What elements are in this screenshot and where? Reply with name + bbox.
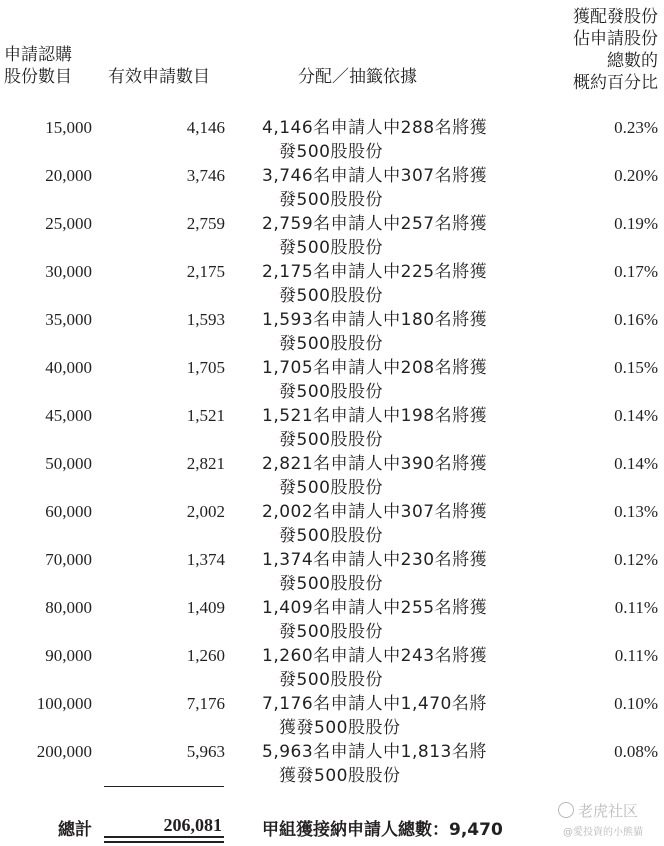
header-shares-line1: 申請認購: [4, 45, 72, 65]
table-row: [0, 260, 664, 308]
cell-shares: 90,000: [45, 646, 92, 665]
cell-shares: 80,000: [45, 598, 92, 617]
cell-basis-line1: 7,176名申請人中1,470名將: [262, 694, 487, 714]
cell-shares: 45,000: [45, 406, 92, 425]
cell-basis-line1: 1,705名申請人中208名將獲: [262, 358, 488, 378]
cell-basis: [262, 164, 512, 212]
cell-basis: [262, 260, 512, 308]
header-pct-line3: 總數的: [607, 51, 658, 71]
cell-pct: 0.14%: [614, 454, 658, 473]
table-row: [0, 308, 664, 356]
cell-basis: [262, 692, 512, 740]
watermark-logo: [558, 800, 638, 821]
cell-basis-line2: 獲發500股股份: [279, 718, 401, 738]
header-basis: 分配／抽籤依據: [298, 67, 417, 87]
table-row: [0, 404, 664, 452]
table-row: [0, 548, 664, 596]
cell-basis-line1: 4,146名申請人中288名將獲: [262, 118, 488, 138]
cell-pct: 0.10%: [614, 694, 658, 713]
table-row: [0, 500, 664, 548]
table-row: [0, 164, 664, 212]
cell-basis: [262, 500, 512, 548]
table-row: [0, 212, 664, 260]
cell-basis: [262, 596, 512, 644]
cell-basis-line1: 2,175名申請人中225名將獲: [262, 262, 488, 282]
cell-pct: 0.11%: [614, 646, 658, 665]
cell-pct: 0.23%: [614, 118, 658, 137]
cell-pct: 0.20%: [614, 166, 658, 185]
cell-basis: [262, 212, 512, 260]
total-label: 總計: [58, 820, 92, 840]
cell-basis-line1: 1,593名申請人中180名將獲: [262, 310, 488, 330]
cell-basis-line2: 發500股股份: [279, 238, 383, 258]
cell-basis: [262, 740, 512, 788]
cell-basis-line2: 發500股股份: [279, 190, 383, 210]
header-pct-line4: 概約百分比: [573, 73, 658, 93]
header-pct-line1: 獲配發股份: [573, 7, 658, 27]
cell-basis-line2: 發500股股份: [279, 670, 383, 690]
cell-valid: 1,409: [186, 598, 225, 617]
cell-basis: [262, 548, 512, 596]
header-pct-line2: 佔申請股份: [573, 29, 658, 49]
cell-basis-line1: 2,002名申請人中307名將獲: [262, 502, 488, 522]
cell-basis: [262, 404, 512, 452]
cell-basis-line2: 發500股股份: [279, 382, 383, 402]
cell-pct: 0.17%: [614, 262, 658, 281]
cell-basis-line1: 3,746名申請人中307名將獲: [262, 166, 488, 186]
total-double-rule-top: [104, 836, 224, 838]
cell-pct: 0.08%: [614, 742, 658, 761]
cell-basis-line2: 發500股股份: [279, 478, 383, 498]
header-shares: [4, 44, 72, 88]
cell-pct: 0.19%: [614, 214, 658, 233]
cell-basis: [262, 644, 512, 692]
table-row: [0, 644, 664, 692]
cell-basis-line1: 1,409名申請人中255名將獲: [262, 598, 488, 618]
cell-valid: 1,705: [186, 358, 225, 377]
total-double-rule-bottom: [104, 841, 224, 843]
watermark-brand: 老虎社区: [578, 802, 639, 820]
header-shares-line2: 股份數目: [4, 67, 72, 87]
cell-valid: 1,593: [186, 310, 225, 329]
cell-pct: 0.15%: [614, 358, 658, 377]
cell-shares: 70,000: [45, 550, 92, 569]
cell-shares: 40,000: [45, 358, 92, 377]
header-valid: 有效申請數目: [108, 67, 210, 87]
total-value: 206,081: [163, 815, 222, 835]
cell-basis-line2: 發500股股份: [279, 142, 383, 162]
watermark-handle: @愛投資的小熊貓: [563, 827, 643, 838]
table-row: [0, 356, 664, 404]
tiger-icon: [558, 802, 574, 818]
cell-basis-line1: 2,821名申請人中390名將獲: [262, 454, 488, 474]
cell-shares: 30,000: [45, 262, 92, 281]
cell-shares: 50,000: [45, 454, 92, 473]
total-note: 甲組獲接納申請人總數：9,470: [262, 820, 503, 840]
cell-pct: 0.12%: [614, 550, 658, 569]
cell-valid: 2,002: [186, 502, 225, 521]
cell-valid: 1,374: [186, 550, 225, 569]
cell-valid: 2,821: [186, 454, 225, 473]
cell-shares: 20,000: [45, 166, 92, 185]
cell-basis: [262, 452, 512, 500]
cell-basis-line2: 發500股股份: [279, 574, 383, 594]
cell-shares: 60,000: [45, 502, 92, 521]
cell-basis-line2: 發500股股份: [279, 334, 383, 354]
table-row: [0, 452, 664, 500]
cell-basis-line1: 1,374名申請人中230名將獲: [262, 550, 488, 570]
cell-pct: 0.11%: [614, 598, 658, 617]
table-row: [0, 116, 664, 164]
cell-basis-line1: 5,963名申請人中1,813名將: [262, 742, 487, 762]
cell-basis: [262, 308, 512, 356]
cell-valid: 1,260: [186, 646, 225, 665]
cell-valid: 7,176: [186, 694, 225, 713]
cell-pct: 0.13%: [614, 502, 658, 521]
cell-basis-line1: 1,521名申請人中198名將獲: [262, 406, 488, 426]
cell-pct: 0.16%: [614, 310, 658, 329]
cell-valid: 2,759: [186, 214, 225, 233]
cell-basis: [262, 116, 512, 164]
table-row: [0, 740, 664, 788]
cell-basis: [262, 356, 512, 404]
cell-basis-line1: 2,759名申請人中257名將獲: [262, 214, 488, 234]
cell-shares: 200,000: [36, 742, 92, 761]
subtotal-rule: [104, 786, 224, 787]
cell-valid: 1,521: [186, 406, 225, 425]
table-row: [0, 692, 664, 740]
cell-valid: 4,146: [186, 118, 225, 137]
cell-basis-line2: 發500股股份: [279, 430, 383, 450]
cell-shares: 25,000: [45, 214, 92, 233]
cell-basis-line1: 1,260名申請人中243名將獲: [262, 646, 488, 666]
cell-basis-line2: 發500股股份: [279, 622, 383, 642]
cell-shares: 15,000: [45, 118, 92, 137]
cell-basis-line2: 發500股股份: [279, 286, 383, 306]
cell-valid: 5,963: [186, 742, 225, 761]
cell-shares: 35,000: [45, 310, 92, 329]
cell-valid: 3,746: [186, 166, 225, 185]
cell-valid: 2,175: [186, 262, 225, 281]
cell-basis-line2: 發500股股份: [279, 526, 383, 546]
cell-basis-line2: 獲發500股股份: [279, 766, 401, 786]
cell-shares: 100,000: [36, 694, 92, 713]
header-pct: [512, 6, 658, 94]
cell-pct: 0.14%: [614, 406, 658, 425]
table-row: [0, 596, 664, 644]
